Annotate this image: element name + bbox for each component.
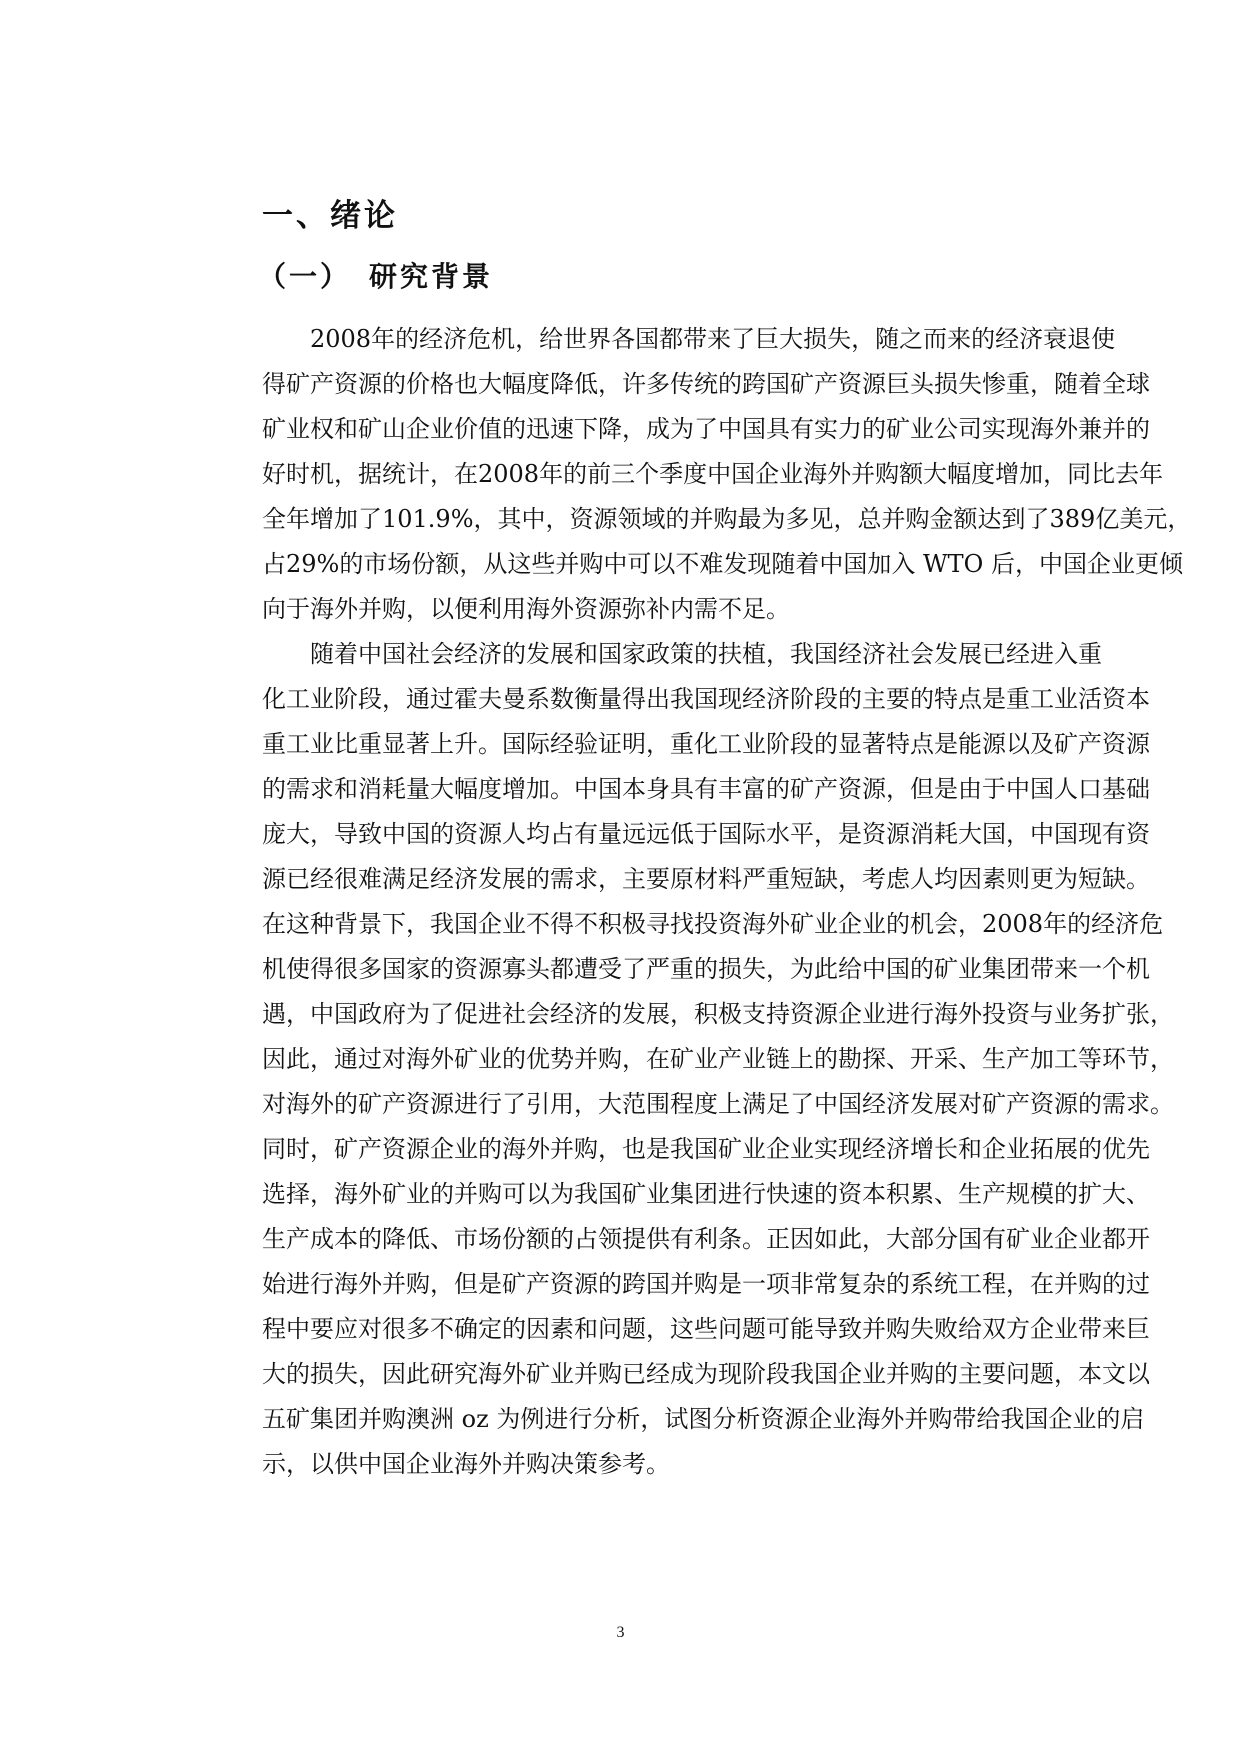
text-line: 化工业阶段，通过霍夫曼系数衡量得出我国现经济阶段的主要的特点是重工业活资本 — [262, 685, 1150, 713]
section-heading — [258, 255, 493, 295]
text-line: 生产成本的降低、市场份额的占领提供有利条。正因如此，大部分国有矿业企业都开 — [262, 1225, 1150, 1253]
text-line: 大的损失，因此研究海外矿业并购已经成为现阶段我国企业并购的主要问题，本文以 — [262, 1360, 1150, 1388]
text-line: 程中要应对很多不确定的因素和问题，这些问题可能导致并购失败给双方企业带来巨 — [262, 1315, 1150, 1343]
text-line: 庞大，导致中国的资源人均占有量远远低于国际水平，是资源消耗大国，中国现有资 — [262, 820, 1150, 848]
text-line: 因此，通过对海外矿业的优势并购，在矿业产业链上的勘探、开采、生产加工等环节， — [262, 1045, 1174, 1073]
text-line: 源已经很难满足经济发展的需求，主要原材料严重短缺，考虑人均因素则更为短缺。 — [262, 865, 1150, 893]
text-line: 对海外的矿产资源进行了引用，大范围程度上满足了中国经济发展对矿产资源的需求。 — [262, 1090, 1174, 1118]
text-line: 机使得很多国家的资源寡头都遭受了严重的损失，为此给中国的矿业集团带来一个机 — [262, 955, 1150, 983]
text-line: 遇，中国政府为了促进社会经济的发展，积极支持资源企业进行海外投资与业务扩张， — [262, 1000, 1174, 1028]
section-number: （一） — [258, 260, 352, 293]
text-line: 矿业权和矿山企业价值的迅速下降，成为了中国具有实力的矿业公司实现海外兼并的 — [262, 415, 1150, 443]
body-text — [262, 317, 1192, 1487]
chapter-heading: 一、绪论 — [262, 198, 398, 234]
text-line: 占29%的市场份额，从这些并购中可以不难发现随着中国加入 WTO 后，中国企业更倾 — [262, 550, 1183, 578]
text-line: 同时，矿产资源企业的海外并购，也是我国矿业企业实现经济增长和企业拓展的优先 — [262, 1135, 1150, 1163]
text-line: 选择，海外矿业的并购可以为我国矿业集团进行快速的资本积累、生产规模的扩大、 — [262, 1180, 1150, 1208]
page-number: 3 — [616, 1624, 625, 1641]
text-line: 示，以供中国企业海外并购决策参考。 — [262, 1450, 670, 1478]
text-line: 全年增加了101.9%，其中，资源领域的并购最为多见，总并购金额达到了389亿美元， — [262, 505, 1192, 533]
text-line: 始进行海外并购，但是矿产资源的跨国并购是一项非常复杂的系统工程，在并购的过 — [262, 1270, 1150, 1298]
text-line: 在这种背景下，我国企业不得不积极寻找投资海外矿业企业的机会，2008年的经济危 — [262, 910, 1164, 938]
text-line: 的需求和消耗量大幅度增加。中国本身具有丰富的矿产资源，但是由于中国人口基础 — [262, 775, 1150, 803]
text-line: 2008年的经济危机，给世界各国都带来了巨大损失，随之而来的经济衰退使 — [262, 325, 1116, 353]
text-line: 随着中国社会经济的发展和国家政策的扶植，我国经济社会发展已经进入重 — [262, 640, 1102, 668]
text-line: 重工业比重显著上升。国际经验证明，重化工业阶段的显著特点是能源以及矿产资源 — [262, 730, 1150, 758]
section-title: 研究背景 — [369, 260, 494, 293]
text-line: 向于海外并购，以便利用海外资源弥补内需不足。 — [262, 595, 790, 623]
text-line: 好时机，据统计，在2008年的前三个季度中国企业海外并购额大幅度增加，同比去年 — [262, 460, 1164, 488]
text-line: 五矿集团并购澳洲 oz 为例进行分析，试图分析资源企业海外并购带给我国企业的启 — [262, 1405, 1145, 1433]
text-line: 得矿产资源的价格也大幅度降低，许多传统的跨国矿产资源巨头损失惨重，随着全球 — [262, 370, 1150, 398]
